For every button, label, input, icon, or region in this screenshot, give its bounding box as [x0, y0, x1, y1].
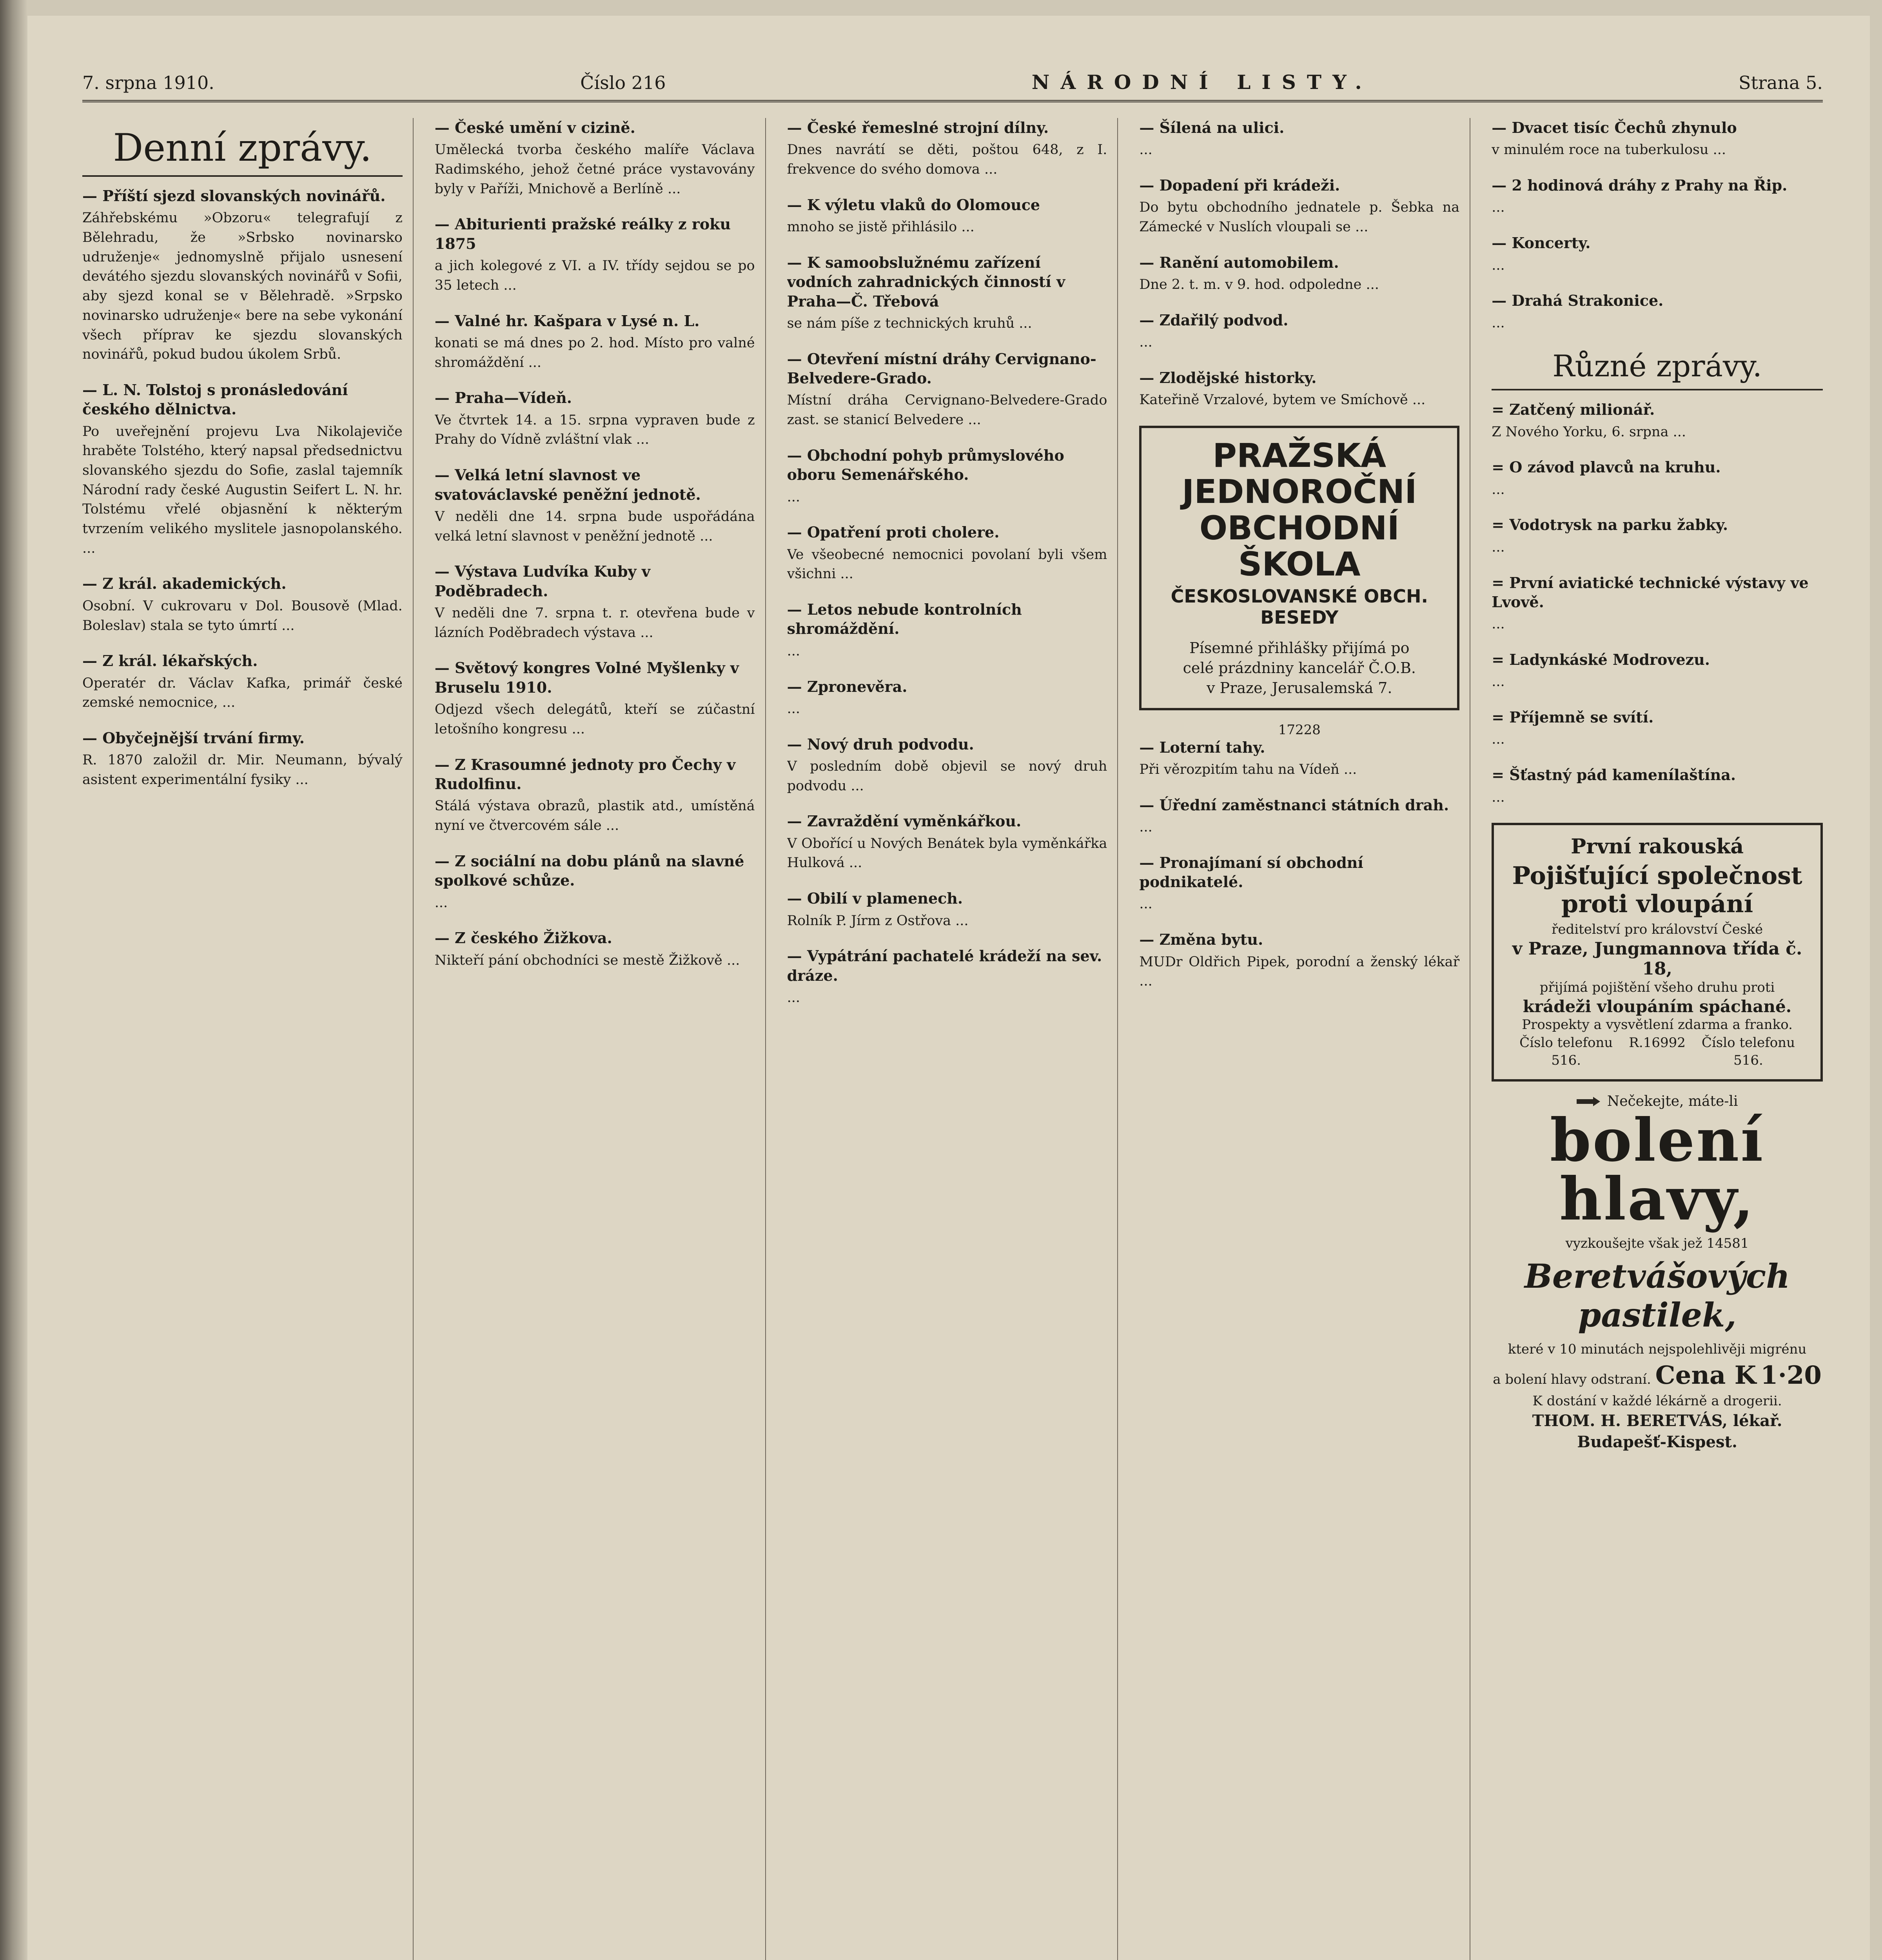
- article-body: ...: [1492, 674, 1505, 690]
- news-article: [787, 677, 1107, 719]
- news-article: [82, 380, 403, 559]
- article-body: ...: [1492, 731, 1505, 748]
- article-headline: — Letos nebude kontrolních shromáždění.: [787, 601, 1022, 638]
- article-body: ...: [1492, 539, 1505, 555]
- article-headline: — Valné hr. Kašpara v Lysé n. L.: [434, 312, 700, 330]
- article-headline: — K výletu vlaků do Olomouce: [787, 196, 1040, 214]
- news-article: [1139, 118, 1459, 160]
- article-body: Kateřině Vrzalové, bytem ve Smíchově ...: [1139, 392, 1426, 408]
- news-article: [787, 195, 1107, 237]
- article-headline: — Zpronevěra.: [787, 677, 907, 695]
- article-headline: — K samoobslužnému zařízení vodních zahradnických činností v Praha—Č. Třebová: [787, 253, 1065, 310]
- article-headline: = Ladynkáské Modrovezu.: [1492, 651, 1710, 669]
- news-article: [1492, 400, 1823, 442]
- issue-number: Číslo 216: [580, 72, 666, 93]
- page-number: Strana 5.: [1739, 72, 1823, 93]
- news-article: [1492, 233, 1823, 275]
- shaving-ad-maker: THOM. H. BERETVÁS, lékař. Budapešť-Kispest.: [1532, 1412, 1782, 1452]
- article-headline: — 2 hodinová dráhy z Prahy na Řip.: [1492, 176, 1788, 194]
- school-advertisement: [1139, 426, 1459, 710]
- article-body: a jich kolegové z VI. a IV. třídy sejdou se po 35 letech ...: [434, 258, 755, 293]
- price-value: 1·20: [1760, 1361, 1822, 1390]
- news-article: [435, 851, 755, 913]
- news-article: [1492, 176, 1823, 218]
- news-article: [1139, 795, 1459, 837]
- news-article: [1139, 853, 1459, 914]
- insurance-line1: přijímá pojištění všeho druhu proti: [1539, 979, 1775, 995]
- pointing-hand-icon: [1577, 1095, 1600, 1108]
- article-headline: — Velká letní slavnost ve svatováclavské peněžní jednotě.: [434, 466, 701, 503]
- article-body: ...: [1139, 819, 1152, 835]
- article-headline: — Dvacet tisíc Čechů zhynulo: [1492, 119, 1737, 136]
- article-body: Záhřebskému »Obzoru« telegrafují z Bělehradu, že »Srbsko novinarsko udruženje« jednomyslně přijalo usnesení devátého sjezdu slovanských novinářů v Sofii, aby sjezd konal se v Bělehradě. »Srpsko novinarsko udruženje« bere na sebe vykonání všech příprav ke sjezdu slovanských novinářů, pokud budou úkolem Srbů.: [82, 210, 403, 363]
- article-headline: — Z král. lékařských.: [82, 652, 258, 670]
- article-headline: — Příští sjezd slovanských novinářů.: [82, 187, 386, 205]
- article-body: ...: [1492, 200, 1505, 216]
- article-headline: — Opatření proti cholere.: [787, 523, 1000, 541]
- column-5: [1492, 118, 1823, 1960]
- insurance-phone2: Číslo telefonu 516.: [1701, 1034, 1795, 1069]
- article-headline: — Obyčejnější trvání firmy.: [82, 729, 305, 747]
- article-body: Umělecká tvorba českého malíře Václava Radimského, jehož četné práce vystavovány byly v Paříži, Mnichově a Berlíně ...: [434, 142, 755, 197]
- section-title: Denní zprávy.: [82, 126, 403, 177]
- article-headline: — Světový kongres Volné Myšlenky v Bruselu 1910.: [434, 659, 739, 696]
- article-body: Při věrozpitím tahu na Vídeň ...: [1139, 761, 1357, 777]
- article-headline: — Šílená na ulici.: [1139, 119, 1285, 136]
- ad-code: 17228: [1278, 722, 1321, 738]
- insurance-subtitle: ředitelství pro království České: [1552, 921, 1763, 937]
- article-headline: = Zatčený milionář.: [1492, 401, 1655, 419]
- section-title-ruzne: Různé zprávy.: [1492, 348, 1823, 390]
- article-headline: — Drahá Strakonice.: [1492, 292, 1664, 310]
- article-headline: = Vodotrysk na parku žabky.: [1492, 516, 1728, 534]
- article-headline: — Dopadení při krádeži.: [1139, 176, 1340, 194]
- ad-school-line5: celé prázdniny kancelář Č.O.B.: [1183, 659, 1416, 677]
- article-body: ...: [1492, 789, 1505, 805]
- article-headline: — Výstava Ludvíka Kuby v Poděbradech.: [434, 563, 650, 600]
- news-article: [435, 562, 755, 642]
- news-article: [1492, 515, 1823, 557]
- article-headline: — Zavraždění vyměnkářkou.: [787, 812, 1022, 830]
- article-headline: — Z sociální na dobu plánů na slavné spolkové schůze.: [434, 852, 744, 889]
- article-headline: = První aviatické technické výstavy ve Lvově.: [1492, 573, 1809, 611]
- news-article: [1492, 573, 1823, 634]
- news-article: [435, 214, 755, 295]
- ad-school-line2: OBCHODNÍ ŠKOLA: [1199, 508, 1399, 584]
- article-body: V neděli dne 7. srpna t. r. otevřena bude v lázních Poděbradech výstava ...: [434, 605, 755, 641]
- shaving-ad-small: vyzkoušejte však jež 14581: [1565, 1236, 1749, 1252]
- news-article: [787, 946, 1107, 1007]
- article-body: Nikteří pání obchodníci se mestě Žižkově ...: [434, 952, 740, 968]
- article-body: ...: [787, 990, 800, 1006]
- news-article: [1139, 253, 1459, 295]
- news-article: [435, 755, 755, 836]
- article-body: v minulém roce na tuberkulosu ...: [1492, 142, 1726, 158]
- article-headline: — Pronajímaní sí obchodní podnikatelé.: [1139, 853, 1363, 891]
- article-headline: = Šťastný pád kamenílaštína.: [1492, 766, 1736, 784]
- news-article: [1492, 457, 1823, 499]
- article-headline: — Loterní tahy.: [1139, 738, 1265, 756]
- news-article: [1139, 176, 1459, 237]
- news-article: [787, 118, 1107, 180]
- news-article: [787, 735, 1107, 796]
- article-body: se nám píše z technických kruhů ...: [787, 316, 1032, 332]
- article-body: Osobní. V cukrovaru v Dol. Bousově (Mlad. Boleslav) stala se tyto úmrtí ...: [82, 598, 403, 633]
- article-body: ...: [1492, 616, 1505, 632]
- article-headline: — Obchodní pohyb průmyslového oboru Semenářského.: [787, 446, 1064, 484]
- article-headline: — Z českého Žižkova.: [434, 929, 612, 947]
- insurance-line3: Prospekty a vysvětlení zdarma a franko.: [1522, 1016, 1793, 1033]
- news-article: [435, 928, 755, 970]
- article-headline: — Koncerty.: [1492, 234, 1591, 252]
- news-article: [787, 446, 1107, 507]
- article-headline: — L. N. Tolstoj s pronásledování českého dělnictva.: [82, 381, 348, 418]
- insurance-phone1: Číslo telefonu 516.: [1519, 1034, 1613, 1069]
- news-article: [82, 728, 403, 790]
- article-headline: — Ranění automobilem.: [1139, 253, 1339, 271]
- article-body: V Obořící u Nových Benátek byla vyměnkářka Hulková ...: [787, 835, 1107, 871]
- news-article: [82, 574, 403, 635]
- article-body: Po uveřejnění projevu Lva Nikolajeviče hraběte Tolstého, který napsal předsednictvu slovanského sjezdu do Sofie, zaslal tajemník Národní rady české Augustin Seifert L. N. hr. Tolstému vřelé objasnění k některým tvrzením velikého myslitele jasnopolanského. ...: [82, 423, 403, 556]
- article-body: ...: [1139, 142, 1152, 158]
- article-body: Z Nového Yorku, 6. srpna ...: [1492, 424, 1686, 440]
- article-headline: — Z král. akademických.: [82, 575, 287, 593]
- article-body: Ve všeobecné nemocnici povolaní byli všem všichni ...: [787, 546, 1107, 582]
- article-headline: — Abiturienti pražské reálky z roku 1875: [434, 215, 731, 252]
- article-body: MUDr Oldřich Pipek, porodní a ženský lékař ...: [1139, 954, 1460, 989]
- news-article: [1492, 708, 1823, 750]
- news-article: [787, 811, 1107, 873]
- article-body: Stálá výstava obrazů, plastik atd., umístěná nyní ve čtvercovém sále ...: [434, 798, 755, 834]
- article-headline: = O závod plavců na kruhu.: [1492, 458, 1721, 476]
- article-body: Odjezd všech delegátů, kteří se zúčastní letošního kongresu ...: [434, 702, 755, 737]
- issue-date: 7. srpna 1910.: [82, 72, 214, 93]
- shaving-ad-pastilky: Beretvášových pastilek,: [1524, 1257, 1790, 1335]
- newspaper-page: [27, 16, 1870, 1960]
- price-label: Cena K: [1655, 1361, 1757, 1390]
- insurance-footer: [1503, 1034, 1811, 1070]
- article-body: V posledním době objevil se nový druh podvodu ...: [787, 759, 1107, 794]
- column-2: [435, 118, 766, 1960]
- article-body: V neděli dne 14. srpna bude uspořádána velká letní slavnost v peněžní jednotě ...: [434, 508, 755, 544]
- news-article: [1492, 291, 1823, 333]
- news-article: [787, 253, 1107, 334]
- news-article: [787, 889, 1107, 931]
- news-article: [1139, 368, 1459, 410]
- article-body: Dnes navrátí se děti, poštou 648, z I. frekvence do svého domova ...: [787, 142, 1107, 178]
- news-article: [435, 311, 755, 373]
- column-3: [787, 118, 1118, 1960]
- article-headline: — Úřední zaměstnanci státních drah.: [1139, 796, 1449, 814]
- news-article: [1139, 310, 1459, 352]
- ad-school-line1: PRAŽSKÁ JEDNOROČNÍ: [1182, 436, 1417, 511]
- news-article: [1492, 650, 1823, 692]
- article-body: mnoho se jistě přihlásilo ...: [787, 219, 975, 235]
- article-body: ...: [1492, 257, 1505, 273]
- article-body: ...: [1139, 334, 1152, 350]
- article-body: Místní dráha Cervignano-Belvedere-Grado zast. se stanicí Belvedere ...: [787, 392, 1107, 428]
- article-body: ...: [787, 701, 800, 717]
- shaving-ad-line2: a bolení hlavy odstraní. Cena K 1·20: [1493, 1361, 1822, 1390]
- article-headline: — Otevření místní dráhy Cervignano-Belvedere-Grado.: [787, 350, 1096, 387]
- article-body: R. 1870 založil dr. Mir. Neumann, bývalý asistent experimentální fysiky ...: [82, 752, 403, 788]
- shaving-ad-hint-text: Nečekejte, máte-li: [1607, 1093, 1738, 1110]
- news-article: [1492, 118, 1823, 160]
- insurance-code: R.16992: [1629, 1034, 1686, 1051]
- news-article: [435, 388, 755, 450]
- insurance-address: v Praze, Jungmannova třída č. 18,: [1512, 938, 1802, 979]
- columns: [82, 118, 1823, 1960]
- ad-school-line6: v Praze, Jerusalemská 7.: [1207, 679, 1392, 697]
- scan-edge: [0, 0, 27, 1960]
- ad-school-line4: Písemné přihlášky přijímá po: [1189, 639, 1410, 657]
- ad-school-text: [1151, 638, 1448, 699]
- article-body: konati se má dnes po 2. hod. Místo pro valné shromáždění ...: [434, 335, 755, 370]
- article-headline: — Změna bytu.: [1139, 931, 1263, 949]
- news-article: [787, 600, 1107, 661]
- article-body: ...: [1492, 315, 1505, 331]
- news-article: [435, 465, 755, 546]
- shaving-ad-line3: K dostání v každé lékárně a drogerii.: [1532, 1393, 1782, 1409]
- shaving-ad-text: [1492, 1341, 1823, 1453]
- news-article: [435, 658, 755, 739]
- article-headline: — Zdařilý podvod.: [1139, 311, 1289, 329]
- article-headline: — Vypátrání pachatelé krádeží na sev. dráze.: [787, 947, 1102, 984]
- news-article: [1139, 738, 1459, 780]
- insurance-title2: Pojišťující společnost proti vloupání: [1512, 861, 1802, 918]
- insurance-line2: krádeži vloupáním spáchané.: [1523, 996, 1792, 1016]
- insurance-advertisement: [1492, 823, 1823, 1082]
- article-body: Dne 2. t. m. v 9. hod. odpoledne ...: [1139, 277, 1379, 293]
- article-body: Operatér dr. Václav Kafka, primář české zemské nemocnice, ...: [82, 675, 403, 711]
- news-article: [787, 523, 1107, 584]
- news-article: [1139, 930, 1459, 991]
- column-4: [1139, 118, 1470, 1960]
- article-headline: — České umění v cizině.: [434, 119, 635, 136]
- article-headline: — Z Krasoumné jednoty pro Čechy v Rudolfinu.: [434, 755, 736, 793]
- news-article: [787, 349, 1107, 430]
- article-body: Ve čtvrtek 14. a 15. srpna vypraven bude z Prahy do Vídně zvláštní vlak ...: [434, 412, 755, 448]
- article-body: ...: [1139, 896, 1152, 912]
- article-body: ...: [1492, 481, 1505, 497]
- article-headline: — Obilí v plamenech.: [787, 889, 963, 907]
- article-headline: — Nový druh podvodu.: [787, 735, 974, 753]
- article-body: Rolník P. Jírm z Ostřova ...: [787, 913, 969, 929]
- column-1: [82, 118, 414, 1960]
- article-body: Do bytu obchodního jednatele p. Šebka na Zámecké v Nuslích vloupali se ...: [1139, 200, 1460, 235]
- paper-title: NÁRODNÍ LISTY.: [1031, 71, 1373, 94]
- article-headline: — České řemeslné strojní dílny.: [787, 119, 1049, 136]
- article-headline: — Zlodějské historky.: [1139, 369, 1317, 387]
- insurance-title1: První rakouská: [1571, 835, 1744, 859]
- masthead: [82, 71, 1823, 102]
- shaving-ad-big: bolení hlavy,: [1550, 1106, 1765, 1234]
- article-body: ...: [787, 489, 800, 505]
- news-article: [435, 118, 755, 199]
- ad-school-line3: ČESKOSLOVANSKÉ OBCH. BESEDY: [1171, 585, 1428, 628]
- news-article: [82, 186, 403, 365]
- shaving-ad-line1: které v 10 minutách nejspolehlivěji migrénu: [1508, 1341, 1807, 1357]
- article-headline: — Praha—Vídeň.: [434, 389, 572, 407]
- article-body: ...: [787, 643, 800, 659]
- news-article: [82, 651, 403, 713]
- article-body: ...: [434, 895, 448, 911]
- news-article: [1492, 765, 1823, 807]
- article-headline: = Příjemně se svítí.: [1492, 708, 1654, 726]
